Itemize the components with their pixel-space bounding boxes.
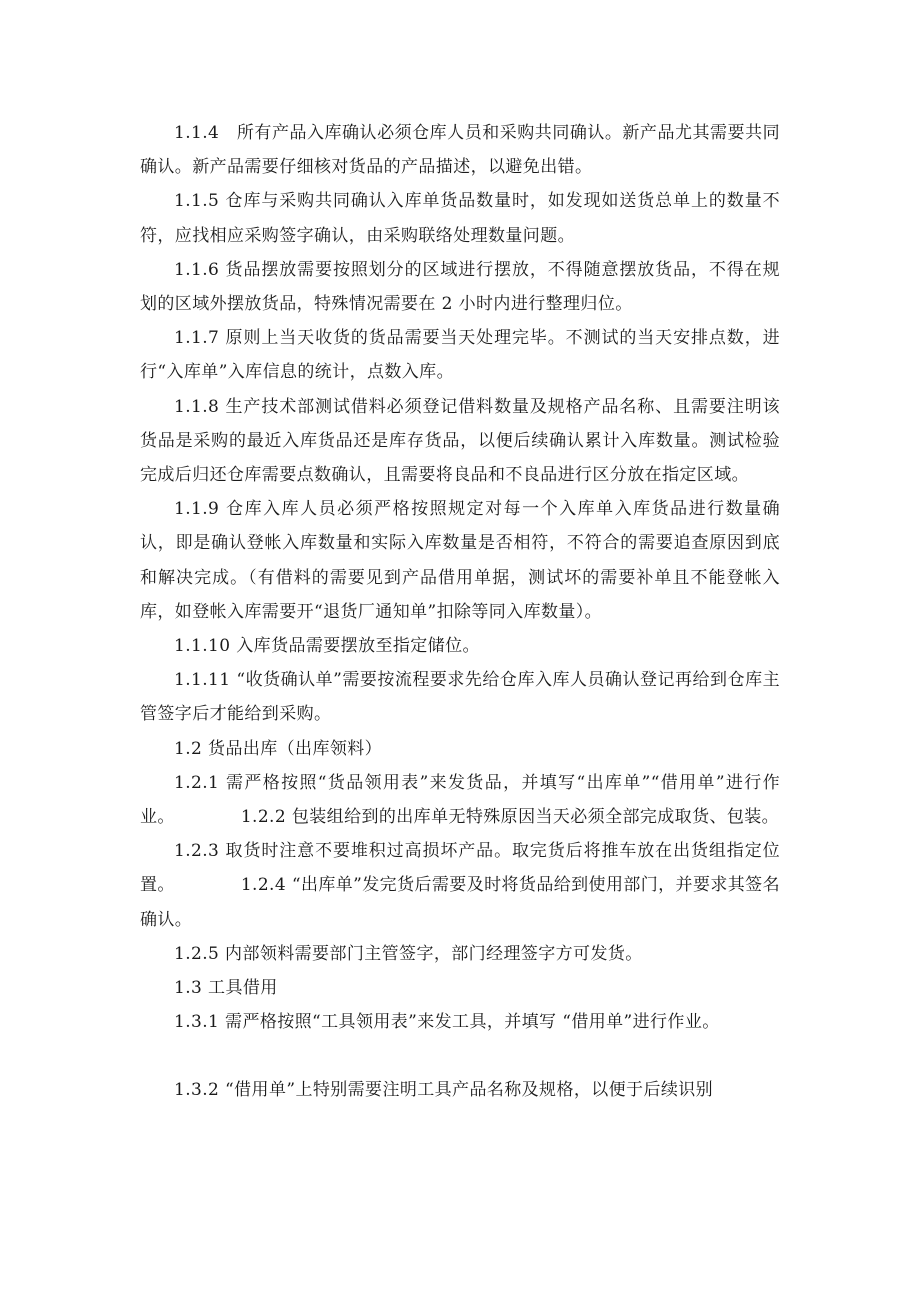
paragraph-1-2-3: 1.2.3 取货时注意不要堆积过高损坏产品。取完货后将推车放在出货组指定位置。 bbox=[140, 841, 780, 896]
paragraph-1-2-4: 1.2.4 “出库单”发完货后需要及时将货品给到使用部门，并要求其签名确认。 bbox=[140, 875, 780, 930]
paragraph-1-1-11: 1.1.11 “收货确认单”需要按流程要求先给仓库入库人员确认登记再给到仓库主管签字后才能给到采购。 bbox=[140, 670, 780, 725]
paragraph-1-2-3-and-1-2-4 bbox=[140, 834, 780, 937]
blank-line bbox=[140, 1039, 780, 1073]
paragraph-1-1-10: 1.1.10 入库货品需要摆放至指定储位。 bbox=[174, 636, 480, 657]
section-heading-1-3: 1.3 工具借用 bbox=[174, 978, 278, 999]
paragraph-1-2-1-and-1-2-2 bbox=[140, 766, 780, 834]
paragraph-1-1-7: 1.1.7 原则上当天收货的货品需要当天处理完毕。不测试的当天安排点数，进行“入库单”入库信息的统计，点数入库。 bbox=[140, 328, 780, 383]
paragraph-1-2-2: 1.2.2 包装组给到的出库单无特殊原因当天必须全部完成取货、包装。 bbox=[240, 807, 780, 828]
paragraph-1-1-8: 1.1.8 生产技术部测试借料必须登记借料数量及规格产品名称、且需要注明该货品是采购的最近入库货品还是库存货品，以便后续确认累计入库数量。测试检验完成后归还仓库需要点数确认，且需要将良品和不良品进行区分放在指定区域。 bbox=[140, 396, 780, 486]
paragraph-1-1-4: 1.1.4 所有产品入库确认必须仓库人员和采购共同确认。新产品尤其需要共同确认。新产品需要仔细核对货品的产品描述，以避免出错。 bbox=[140, 123, 780, 178]
section-heading-1-2: 1.2 货品出库（出库领料） bbox=[174, 738, 383, 759]
paragraph-1-1-5: 1.1.5 仓库与采购共同确认入库单货品数量时，如发现如送货总单上的数量不符，应找相应采购签字确认，由采购联络处理数量问题。 bbox=[140, 191, 780, 246]
paragraph-1-1-6: 1.1.6 货品摆放需要按照划分的区域进行摆放，不得随意摆放货品，不得在规划的区域外摆放货品，特殊情况需要在 2 小时内进行整理归位。 bbox=[140, 259, 780, 315]
paragraph-1-2-1: 1.2.1 需严格按照“货品领用表”来发货品，并填写“出库单”“借用单”进行作业。 bbox=[140, 772, 780, 828]
document-body bbox=[140, 116, 780, 1108]
paragraph-1-3-2: 1.3.2 “借用单”上特别需要注明工具产品名称及规格，以便于后续识别 bbox=[174, 1080, 714, 1101]
paragraph-1-3-1: 1.3.1 需严格按照“工具领用表”来发工具，并填写 “借用单”进行作业。 bbox=[174, 1012, 720, 1033]
paragraph-1-1-9: 1.1.9 仓库入库人员必须严格按照规定对每一个入库单入库货品进行数量确认，即是确认登帐入库数量和实际入库数量是否相符，不符合的需要追查原因到底和解决完成。（有借料的需要见到产品借用单据，测试坏的需要补单且不能登帐入库，如登帐入库需要开“退货厂通知单”扣除等同入库数量）。 bbox=[140, 499, 780, 622]
paragraph-1-2-5: 1.2.5 内部领料需要部门主管签字，部门经理签字方可发货。 bbox=[174, 943, 643, 964]
